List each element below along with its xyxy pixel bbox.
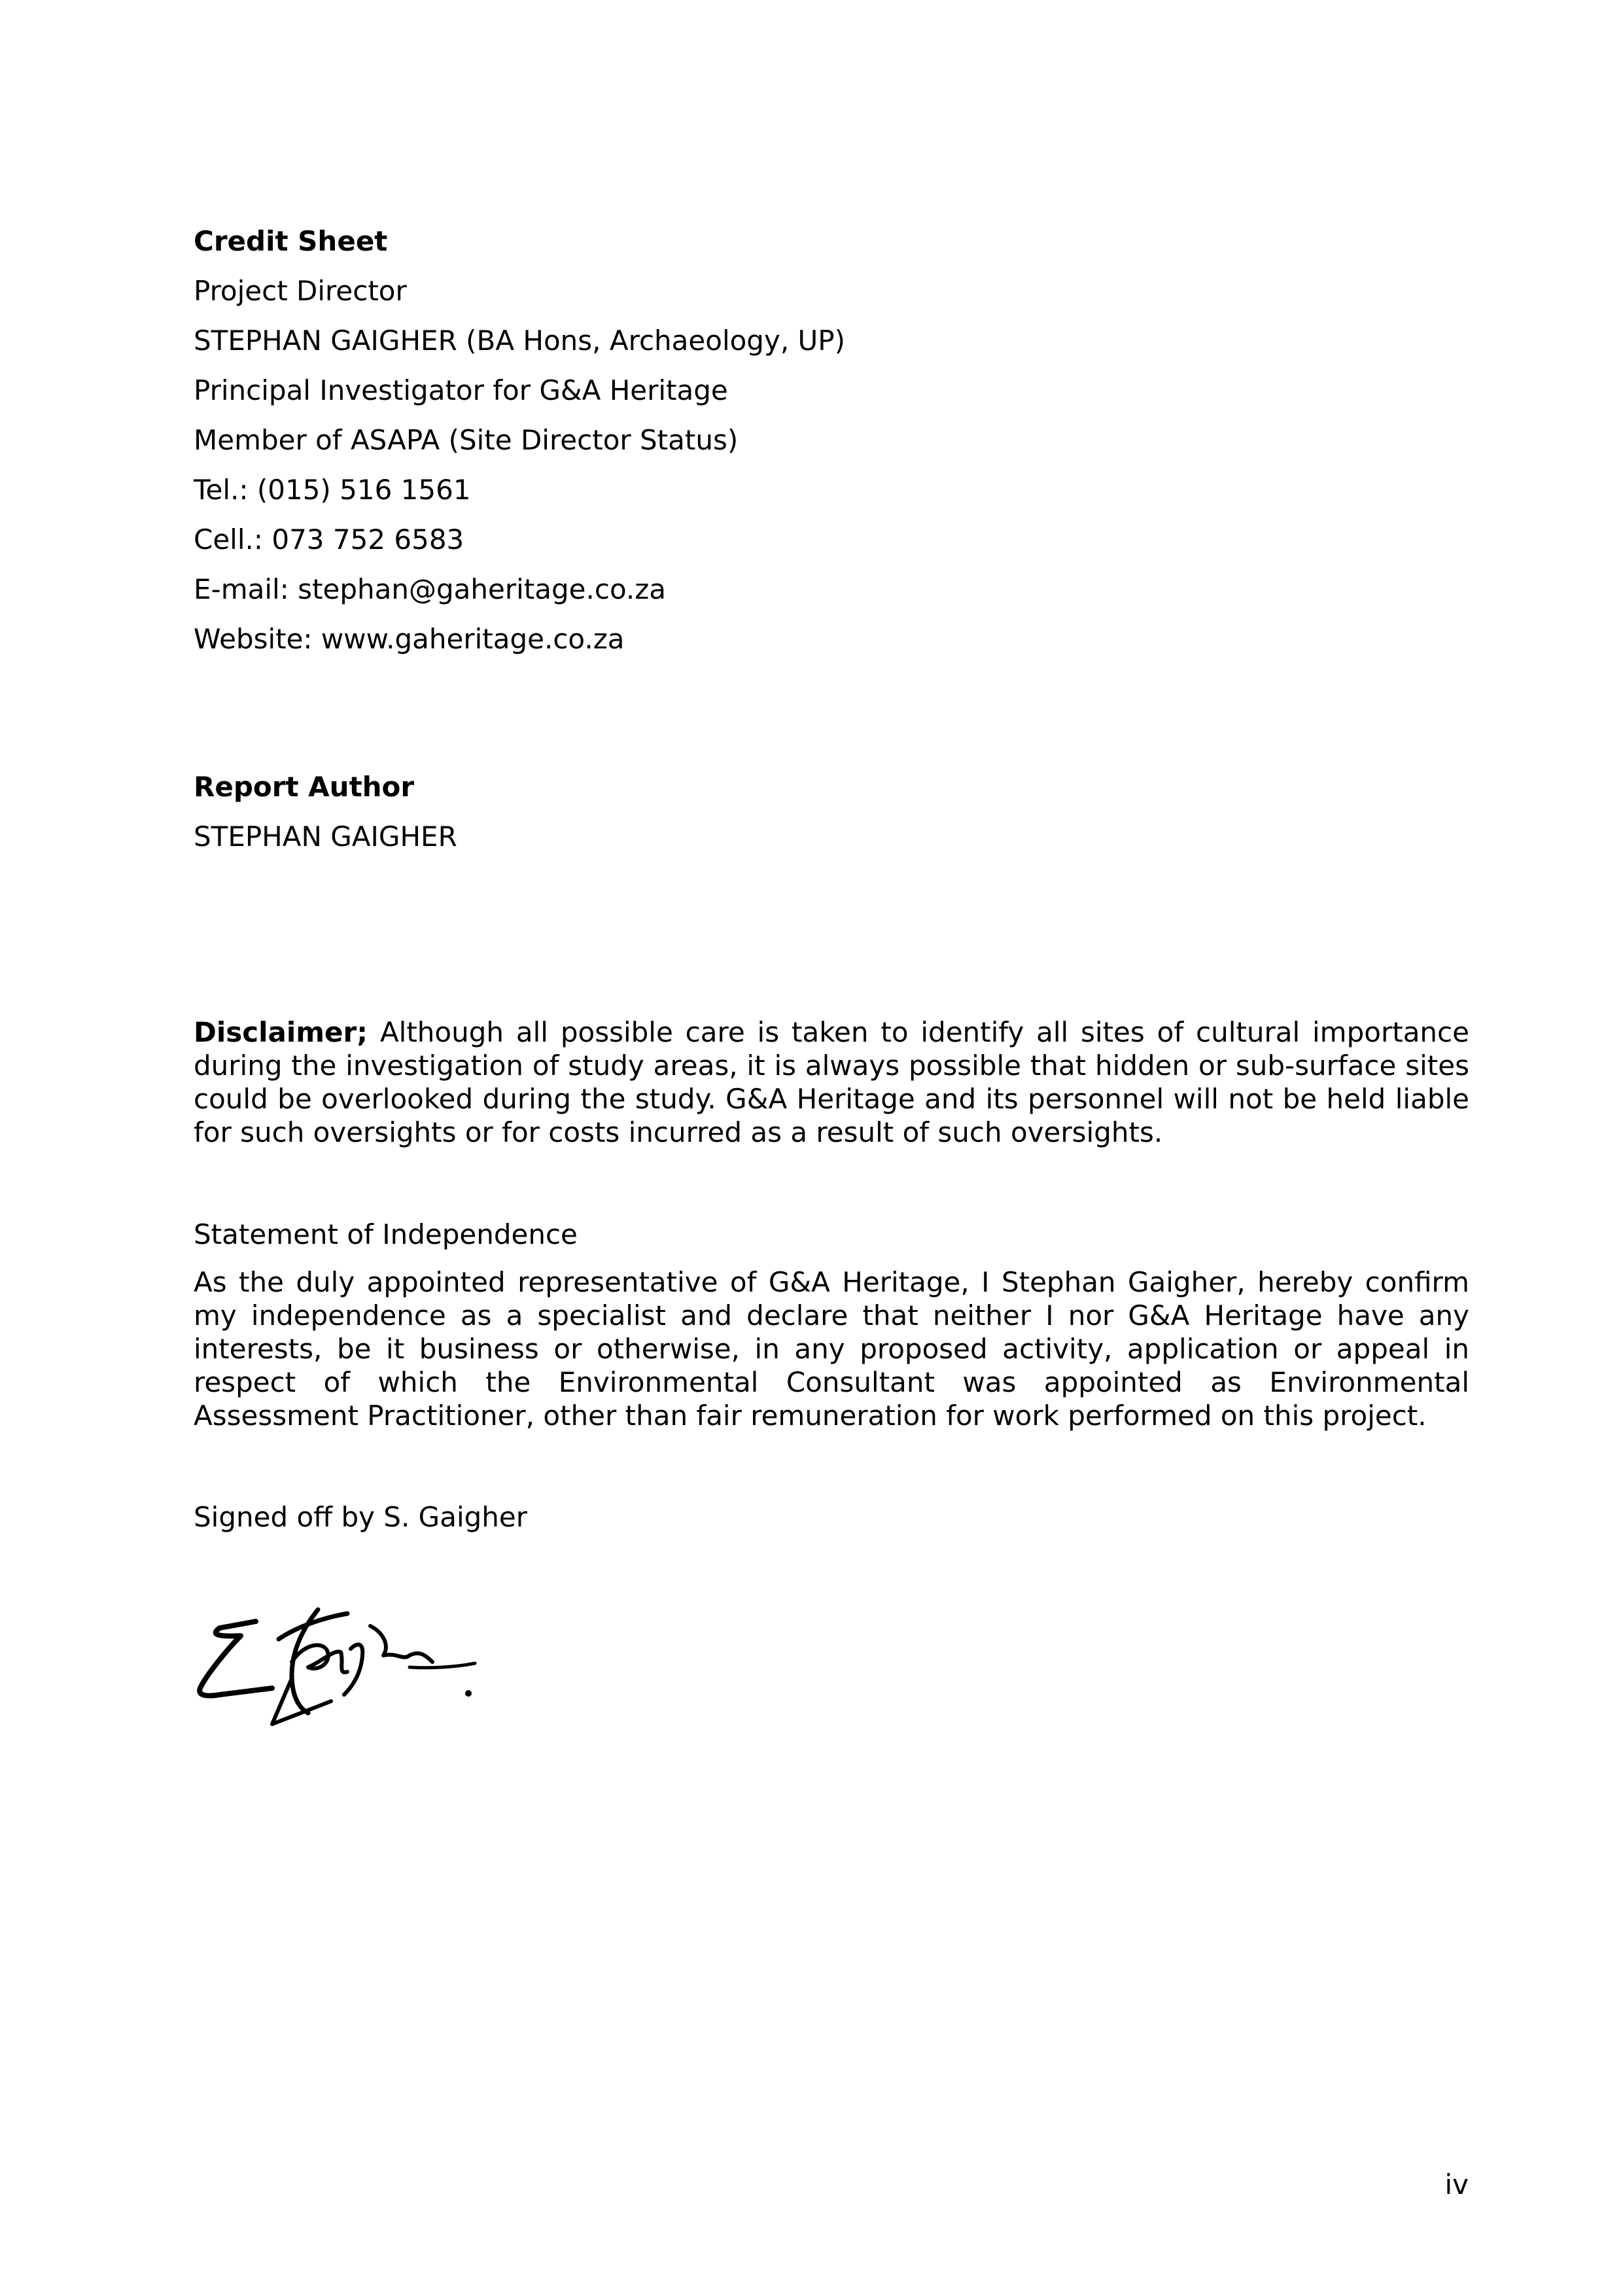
credit-sheet-heading: Credit Sheet bbox=[194, 225, 388, 257]
credit-line: Project Director bbox=[194, 275, 407, 307]
disclaimer-text: Although all possible care is taken to identify all sites of cultural importance during the investigation of study areas, it is always possible that hidden or sub-surface sites could be overlooked during the study. G&A Heritage and its personnel will not be held liable for such oversights or for costs incurred as a result of such oversights. bbox=[194, 1016, 1469, 1148]
credit-line: STEPHAN GAIGHER (BA Hons, Archaeology, UP) bbox=[194, 325, 845, 357]
credit-line: E-mail: stephan@gaheritage.co.za bbox=[194, 573, 667, 605]
signature-image bbox=[194, 1590, 488, 1727]
credit-line: Principal Investigator for G&A Heritage bbox=[194, 374, 728, 406]
independence-paragraph: As the duly appointed representative of G&A Heritage, I Stephan Gaigher, hereby confirm my independence as a specialist and declare that neither I nor G&A Heritage have any interests, be it business or otherwise, in any proposed activity, application or appeal in respect of which the Environmental Consultant was appointed as Environmental Assessment Practitioner, other than fair remuneration for work performed on this project. bbox=[194, 1266, 1469, 1432]
credit-line: Website: www.gaheritage.co.za bbox=[194, 623, 625, 655]
disclaimer-label: Disclaimer; bbox=[194, 1016, 368, 1048]
independence-heading: Statement of Independence bbox=[194, 1218, 578, 1250]
page-number: iv bbox=[1444, 2168, 1469, 2200]
disclaimer-paragraph bbox=[194, 1016, 1469, 1149]
credit-line: Member of ASAPA (Site Director Status) bbox=[194, 424, 739, 456]
sign-off-text: Signed off by S. Gaigher bbox=[194, 1501, 528, 1533]
credit-line: Tel.: (015) 516 1561 bbox=[194, 474, 471, 506]
report-author-name: STEPHAN GAIGHER bbox=[194, 821, 457, 853]
report-author-heading: Report Author bbox=[194, 771, 415, 803]
credit-line: Cell.: 073 752 6583 bbox=[194, 523, 464, 556]
